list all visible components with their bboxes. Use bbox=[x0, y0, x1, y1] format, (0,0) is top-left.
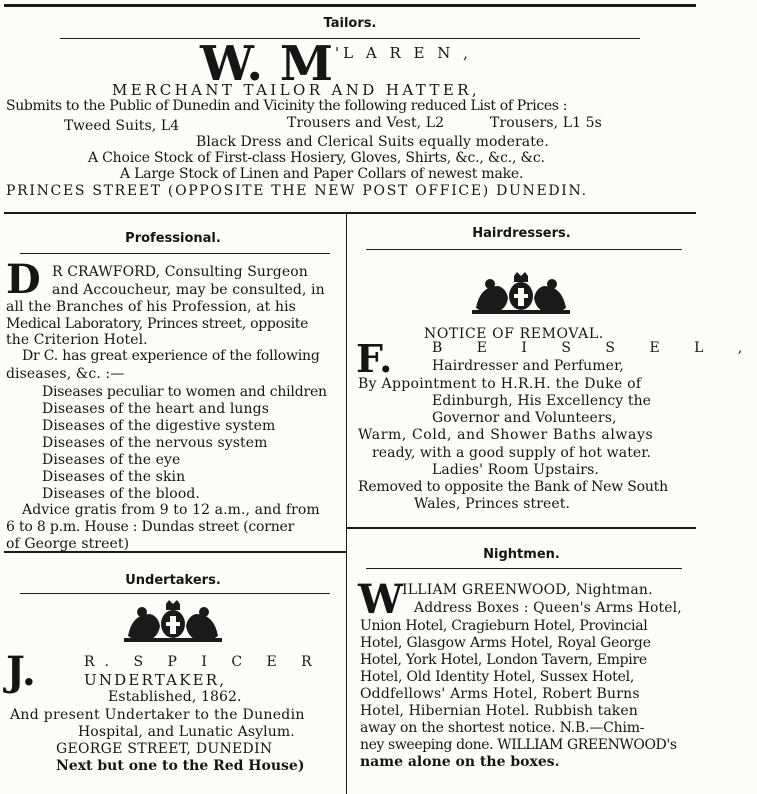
column-divider bbox=[346, 214, 347, 794]
hairdressers-line-6: ready, with a good supply of hot water. bbox=[372, 445, 652, 461]
nightmen-drop-cap: W bbox=[358, 576, 403, 623]
tailors-name-big: W. M bbox=[200, 36, 333, 92]
professional-rule bbox=[20, 253, 330, 254]
undertakers-line-6: Next but one to the Red House) bbox=[56, 758, 305, 774]
undertakers-heading: Undertakers. bbox=[125, 573, 221, 588]
nightmen-line-3: Union Hotel, Cragieburn Hotel, Provincial bbox=[360, 618, 648, 634]
nightmen-line-9: away on the shortest notice. N.B.—Chim- bbox=[360, 720, 645, 736]
hairdressers-bottom-rule bbox=[347, 527, 696, 529]
undertakers-rule bbox=[20, 593, 330, 594]
top-rule bbox=[4, 4, 696, 7]
hairdressers-line-2: By Appointment to H.R.H. the Duke of bbox=[358, 376, 642, 392]
hairdressers-line-5: Warm, Cold, and Shower Baths always bbox=[358, 427, 654, 443]
hairdressers-line-9: Wales, Princes street. bbox=[414, 496, 571, 512]
undertakers-name: R. S P I C E R bbox=[84, 654, 322, 670]
nightmen-heading: Nightmen. bbox=[483, 547, 560, 562]
nightmen-line-6: Hotel, Old Identity Hotel, Sussex Hotel, bbox=[360, 669, 635, 685]
professional-drop-cap: D bbox=[6, 256, 41, 303]
undertakers-line-3: And present Undertaker to the Dunedin bbox=[10, 707, 305, 723]
disease-item: Diseases of the nervous system bbox=[42, 435, 268, 451]
nightmen-line-11: name alone on the boxes. bbox=[360, 754, 560, 770]
tailors-hosiery: A Choice Stock of First-class Hosiery, Gloves, Shirts, &c., &c., &c. bbox=[88, 150, 545, 166]
professional-line-3: all the Branches of his Profession, at his bbox=[6, 299, 296, 315]
disease-item: Diseases peculiar to women and children bbox=[42, 384, 327, 400]
hairdressers-line-1: Hairdresser and Perfumer, bbox=[432, 358, 624, 374]
hairdressers-line-8: Removed to opposite the Bank of New South bbox=[358, 479, 668, 495]
nightmen-line-5: Hotel, York Hotel, London Tavern, Empire bbox=[360, 652, 647, 668]
undertakers-drop-cap: J. bbox=[6, 648, 36, 695]
disease-item: Diseases of the skin bbox=[42, 469, 186, 485]
nightmen-rule bbox=[366, 568, 682, 569]
tailors-bottom-rule bbox=[4, 212, 696, 214]
nightmen-line-8: Hotel, Hibernian Hotel. Rubbish taken bbox=[360, 703, 638, 719]
professional-heading: Professional. bbox=[125, 231, 221, 246]
hairdressers-drop-cap: F. bbox=[356, 336, 393, 381]
professional-advice-2: 6 to 8 p.m. House : Dundas street (corner bbox=[6, 519, 295, 535]
professional-line-6: Dr C. has great experience of the following bbox=[22, 348, 320, 364]
nightmen-line-10: ney sweeping done. WILLIAM GREENWOOD's bbox=[360, 737, 677, 753]
hairdressers-heading: Hairdressers. bbox=[472, 226, 571, 241]
disease-item: Diseases of the heart and lungs bbox=[42, 401, 270, 417]
nightmen-line-4: Hotel, Glasgow Arms Hotel, Royal George bbox=[360, 635, 651, 651]
tailors-black-dress: Black Dress and Clerical Suits equally moderate. bbox=[196, 134, 549, 150]
undertakers-line-2: Established, 1862. bbox=[108, 689, 242, 705]
disease-item: Diseases of the blood. bbox=[42, 486, 200, 502]
royal-crest-icon bbox=[466, 272, 576, 316]
professional-line-4: Medical Laboratory, Princes street, opposite bbox=[6, 316, 309, 332]
hairdressers-name: B E I S S E L , bbox=[432, 340, 757, 356]
hairdressers-line-3: Edinburgh, His Excellency the bbox=[432, 393, 652, 409]
undertakers-line-1: UNDERTAKER, bbox=[84, 671, 227, 689]
nightmen-line-2: Address Boxes : Queen's Arms Hotel, bbox=[414, 600, 682, 616]
professional-line-7: diseases, &c. :— bbox=[6, 366, 125, 382]
tailors-linen: A Large Stock of Linen and Paper Collars of newest make. bbox=[120, 166, 524, 182]
professional-line-2: and Accoucheur, may be consulted, in bbox=[52, 282, 325, 298]
professional-advice-1: Advice gratis from 9 to 12 a.m., and from bbox=[22, 502, 320, 518]
disease-item: Diseases of the eye bbox=[42, 452, 181, 468]
hairdressers-rule bbox=[366, 249, 682, 250]
undertakers-line-5: GEORGE STREET, DUNEDIN bbox=[56, 741, 273, 757]
tailors-price-trousers: Trousers, L1 5s bbox=[490, 115, 602, 131]
tailors-price-vest: Trousers and Vest, L2 bbox=[287, 115, 445, 131]
tailors-trade: MERCHANT TAILOR AND HATTER, bbox=[112, 81, 481, 99]
undertakers-line-4: Hospital, and Lunatic Asylum. bbox=[78, 724, 295, 740]
professional-line-5: the Criterion Hotel. bbox=[6, 332, 148, 348]
hairdressers-notice: NOTICE OF REMOVAL. bbox=[424, 326, 604, 342]
hairdressers-line-4: Governor and Volunteers, bbox=[432, 410, 617, 426]
nightmen-line-1: ILLIAM GREENWOOD, Nightman. bbox=[402, 582, 653, 598]
tailors-price-tweed: Tweed Suits, L4 bbox=[64, 118, 180, 134]
tailors-address: PRINCES STREET (OPPOSITE THE NEW POST OFFICE) DUNEDIN. bbox=[6, 183, 588, 199]
nightmen-line-7: Oddfellows' Arms Hotel, Robert Burns bbox=[360, 686, 640, 702]
tailors-submits: Submits to the Public of Dunedin and Vicinity the following reduced List of Prices : bbox=[6, 98, 568, 114]
royal-crest-icon bbox=[118, 600, 228, 644]
tailors-heading: Tailors. bbox=[323, 16, 377, 31]
tailors-rule bbox=[60, 38, 640, 39]
professional-line-1: R CRAWFORD, Consulting Surgeon bbox=[52, 264, 308, 280]
tailors-name-rest: 'L A R E N , bbox=[335, 44, 472, 62]
disease-item: Diseases of the digestive system bbox=[42, 418, 276, 434]
hairdressers-line-7: Ladies' Room Upstairs. bbox=[432, 462, 599, 478]
professional-advice-3: of George street) bbox=[6, 536, 130, 552]
